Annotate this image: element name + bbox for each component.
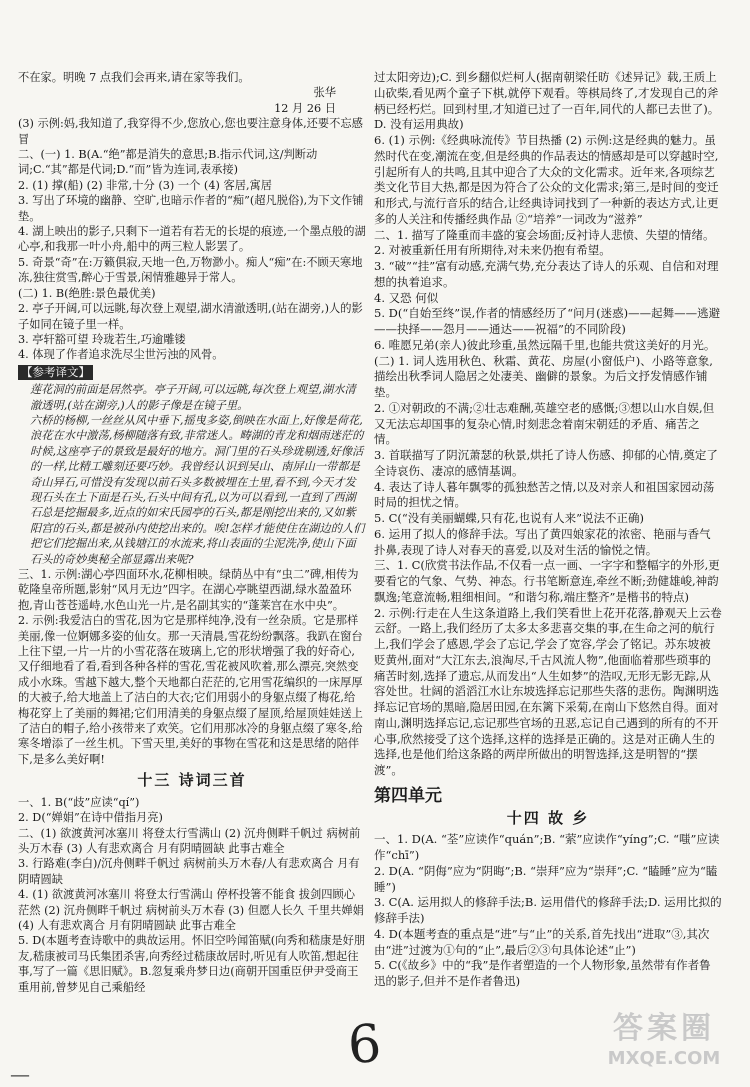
answer-item: 6. 运用了拟人的修辞手法。写出了黄四娘家花的浓密、艳丽与香气扑鼻,表现了诗人对春天的喜爱,以及对生活的愉悦之情。 [374, 526, 711, 557]
answer-item: 5. C(“没有美丽蝴蝶,只有花,也说有人来”说法不正确) [374, 511, 644, 525]
answer-item: 6. (1) 示例:《经典咏流传》节目热播 (2) 示例:这是经典的魅力。虽然时代在变,潮流在变,但是经典的作品表达的情感却是可以穿越时空,引起所有人的共鸣,且其中迎合了大众的文化需求。近年来,各项综艺类文化节目大热,都是因为符合了公众的文化需求;第三,是时间的变迁和形式,与流行音乐的结合,让经典诗词找到了一种新的表达方式,让更多的人关注和传播经典作品 ②“培养”一词改为“滋养” [374, 133, 719, 226]
answer-item: 2. D(“婵娟”在诗中借指月亮) [18, 811, 163, 825]
watermark-text: 答案圈 [613, 1011, 715, 1046]
answer-item: 5. C(《故乡》中的“我”是作者塑造的一个人物形象,虽然带有作者鲁迅的影子,但并不是作者鲁迅) [374, 958, 711, 988]
answer-item: 4. D(本题考查的重点是“进”与“止”的关系,首先找出“进取”③,其次由“进”过渡为①句的“止”,最后②③句具体论述“止”) [374, 926, 710, 957]
page-number: 6 [345, 1013, 384, 1077]
answer-item: 3. 首联描写了阴沉萧瑟的秋景,烘托了诗人伤感、抑郁的心情,奠定了全诗哀伤、凄凉的感情基调。 [374, 448, 718, 478]
signature-date: 12 月 26 日 [274, 101, 336, 115]
watermark-url: MXQE.COM [607, 1048, 721, 1069]
answer-item: 5. 奇景“奇”在:万籁俱寂,天地一色,万物渺小。痴人“痴”在:不顾天寒地冻,独往赏雪,醉心于雪景,闲情雅趣异于常人。 [18, 255, 363, 285]
answer-item: 4. 表达了诗人暮年飘零的孤独愁苦之情,以及对亲人和祖国家园动荡时局的担忧之情。 [374, 479, 715, 510]
answer-item: 3. 行路难(李白)/沉舟侧畔千帆过 病树前头万木春/人有悲欢离合 月有阴晴圆缺 [18, 857, 360, 886]
answer-item: 3. 亭轩豁可望 玲珑若生,巧逾雕镂 [18, 332, 186, 346]
answer-item: 4. 湖上映出的影子,只剩下一道若有若无的长堤的痕迹,一个墨点般的湖心亭,和我那一叶小舟,船中的两三粒人影罢了。 [18, 225, 366, 254]
answer-item: 一、1. B(“歧”应读“qí”) [18, 795, 140, 809]
answer-item: (二) 1. B(绝胜:景色最优美) [18, 286, 156, 300]
answer-item: 5. D(“自始至终”误,作者的情感经历了“问月(迷惑)——起舞——逃避——抉择——怨月——通达——祝福”的不同阶段) [374, 306, 721, 336]
reference-translation-tag: 【参考译文】 [18, 365, 93, 380]
answer-item: 6. 唯愿兄弟(亲人)彼此珍重,虽然远隔千里,也能共赏这美好的月光。 [374, 337, 716, 352]
answer-item: 2. 示例:我爱洁白的雪花,因为它是那样纯净,没有一丝杂质。它是那样美丽,像一位婀娜多姿的仙女。那一天清晨,雪花纷纷飘落。我趴在窗台上往下望,一片一片的小雪花落在玻璃上,它的形状增强了我的好奇心,又仔细地看了看,看到各种各样的雪花,雪花被风吹着,那么漂亮,突然变成小水珠。雪越下越大,整个天地都白茫茫的,它用雪花编织的一床厚厚的大被子,给大地盖上了洁白的大衣;它们用弱小的身躯点缀了梅花,给梅花穿上了美丽的舞裙;它们用清美的身躯点缀了屋顶,给屋顶娃娃送上了洁白的帽子,给小孩带来了欢笑。它们用那冰冷的身躯点缀了寒冬,给寒冬增添了一丝生机。下雪天里,美好的事物在雪花和这是思绪的陪伴下,是多么美好啊! [18, 614, 363, 766]
answer-item: 2. ①对朝政的不满;②壮志难酬,英雄空老的感慨;③想以山水自娱,但又无法忘却国事的复杂心情,时刻悲念着南宋朝廷的矛盾、痛苦之情。 [374, 400, 715, 447]
answer-item: 一、1. D(A. “荃”应读作“quán”;B. “萦”应读作“yíng”;C. “嗤”应读作“chī”) [374, 832, 720, 862]
translation-paragraph: 六桥的杨柳,一丝丝从风中垂下,摇曳多姿,倒映在水面上,好像是荷花,浪花在水中激荡,杨柳随落有致,非常迷人。畴湖的青龙和烟雨迷茫的时候,这座亭子的景致是最好的地方。洞门里的石头珍珑剔透,好像活的一样,比精工雕刻还要巧妙。我曾经认识到吴山、南屏山一带都是奇山异石,可惜没有发现以前石头多数被埋在土里,看不到,今天才发现石头在土下面是石头,石头中间有孔,以为可以看到,一直到了西湖石总是挖掘最多,近点的如宋氏园亭的石头,都是刚挖出来的,又如紫阳宫的石头,都是被孙内使挖出来的。唉!怎样才能使住在湖边的人们把它们挖掘出来,从钱塘江的水流来,将山表面的尘泥洗净,使山下面石头的奇妙奥秘全部显露出来呢? [30, 413, 365, 566]
answer-item: 2. 亭子开阔,可以远眺,每次登上观望,湖水清澈透明,(站在湖旁,)人的影子如同在镜子里一样。 [18, 302, 363, 331]
answer-item: 三、1. 示例:湖心亭四面环水,花柳相映。绿荫丛中有“虫二”碑,相传为乾隆皇帝所题,影射“风月无边”四字。在湖心亭眺望西湖,绿水盈盈环抱,青山苍苍遥峙,水色山光一片,是名副其实的“蓬莱宫在水中央”。 [18, 568, 359, 612]
answer-item: 2. 对被重新任用有所期待,对未来仍抱有希望。 [374, 243, 611, 258]
answer-item: 二、1. 描写了隆重而丰盛的宴会场面;反衬诗人悲愤、失望的情绪。 [374, 227, 715, 242]
signature-name: 张华 [313, 86, 336, 100]
answer-item: 3. C(A. 运用拟人的修辞手法;B. 运用借代的修辞手法;D. 运用比拟的修辞手法) [374, 895, 722, 925]
answer-item: 4. 又恐 何似 [374, 290, 439, 305]
unit-title: 第四单元 [374, 785, 442, 806]
left-column [18, 70, 366, 995]
answer-item: 三、1. C(欣赏书法作品,不仅看一点一画、一字字和整幅字的外形,更要看它的气象、气势、神态。行书笔断意连,牵丝不断;劲健雄峻,神韵飘逸;笔意流畅,粗细相间。“和谐匀称,端庄整齐”是楷书的特点) [374, 558, 720, 604]
answer-item: 3. “破”“挂”富有动感,充满气势,充分表达了诗人的乐观、自信和对理想的执着追求。 [374, 259, 719, 289]
answer-item: 二、(1) 欲渡黄河冰塞川 将登太行雪满山 (2) 沉舟侧畔千帆过 病树前头万木春 (3) 人有悲欢离合 月有阴晴圆缺 此事古难全 [18, 826, 361, 855]
answer-item: (3) 示例:妈,我知道了,我穿得不少,您放心,您也要注意身体,还要不忘感冒 [18, 117, 363, 146]
translation-paragraph: 莲花洞的前面是居然亭。亭子开阔,可以远眺,每次登上观望,湖水清澈透明,(站在湖旁,)人的影子像是在镜子里。 [30, 383, 356, 412]
text-line: 不在家。明晚 7 点我们会再来,请在家等我们。 [18, 71, 250, 84]
answer-item: 2. D(A. “阴侮”应为“阴晦”;B. “崇拜”应为“崇拜”;C. “瞌睡”应为“瞌睡”) [374, 863, 718, 894]
answer-item: 5. D(本题考查诗歌中的典故运用。怀旧空吟闻笛赋(向秀和嵇康是好朋友,嵇康被司马氏集团杀害,向秀经过嵇康故居时,听见有人吹笛,想起往事,写了一篇《思旧赋》。B.忽复乘舟梦日边(商朝开国重臣伊尹受商王重用前,曾梦见自己乘船经 [18, 934, 366, 994]
footer-dash: — [10, 1062, 30, 1086]
section-title: 十四 故 乡 [506, 808, 590, 827]
answer-item: 2. 示例:行走在人生这条道路上,我们笑看世上花开花落,静观天上云卷云舒。一路上,我们经历了太多太多悲喜交集的事,在生命之河的航行上,我们学会了感恩,学会了忘记,学会了宽容,学会了铭记。苏东坡被贬黄州,面对“大江东去,浪淘尽,千古风流人物”,他面临着那些琐事的痛苦时刻,选择了遗忘,从而发出“人生如梦”的浩叹,无形无影无踪,从容处世。壮阔的滔滔江水让东坡选择忘记那些失落的悲伤。陶渊明选择忘记官场的黑暗,隐居田园,在东篱下采菊,在南山下悠然自得。面对南山,渊明选择忘记,忘记那些官场的丑恶,忘记自己遇到的所有的不开心事,欣然接受了这个选择,这样的选择是正确的。这是对正确人生的选择,也是他们给这条路的两岸所做出的明智选择,这是明智的“摆渡”。 [374, 605, 722, 777]
right-column [374, 70, 722, 990]
answer-item: 4. 体现了作者追求洗尽尘世污浊的风骨。 [18, 348, 224, 362]
watermark-logo [598, 1010, 730, 1078]
answer-item: 4. (1) 欲渡黄河冰塞川 将登太行雪满山 停杯投箸不能食 拔剑四顾心茫然 (2) 沉舟侧畔千帆过 病树前头万木春 (3) 但愿人长久 千里共婵娟 (4) 人有悲欢离合 月有阴晴圆缺 此事古难全 [18, 888, 364, 932]
answer-item: 过太阳旁边);C. 到乡翻似烂柯人(据南朝梁任昉《述异记》载,王质上山砍柴,看见两个童子下棋,就停下观看。等棋局终了,才发现自己的斧柄已经朽烂。回到村里,才知道已过了一百年,同代的人都已去世了)。D. 没有运用典故) [374, 70, 720, 132]
answer-item: 2. (1) 撑(船) (2) 非常,十分 (3) 一个 (4) 客居,寓居 [18, 178, 273, 192]
answer-item: 二、(一) 1. B(A.“绝”都是消失的意思;B.指示代词,这/判断动词;C.“其”都是代词;D.“而”皆为连词,表承接) [18, 148, 318, 177]
answer-item: (二) 1. 词人选用秋色、秋霜、黄花、房屋(小窗低户)、小路等意象,描绘出秋季词人隐居之处凄美、幽僻的景象。为后文抒发情感作铺垫。 [374, 353, 713, 399]
answer-item: 3. 写出了环境的幽静、空旷,也暗示作者的“痴”(超凡脱俗),为下文作铺垫。 [18, 194, 364, 223]
section-title: 十三 诗词三首 [137, 771, 247, 790]
